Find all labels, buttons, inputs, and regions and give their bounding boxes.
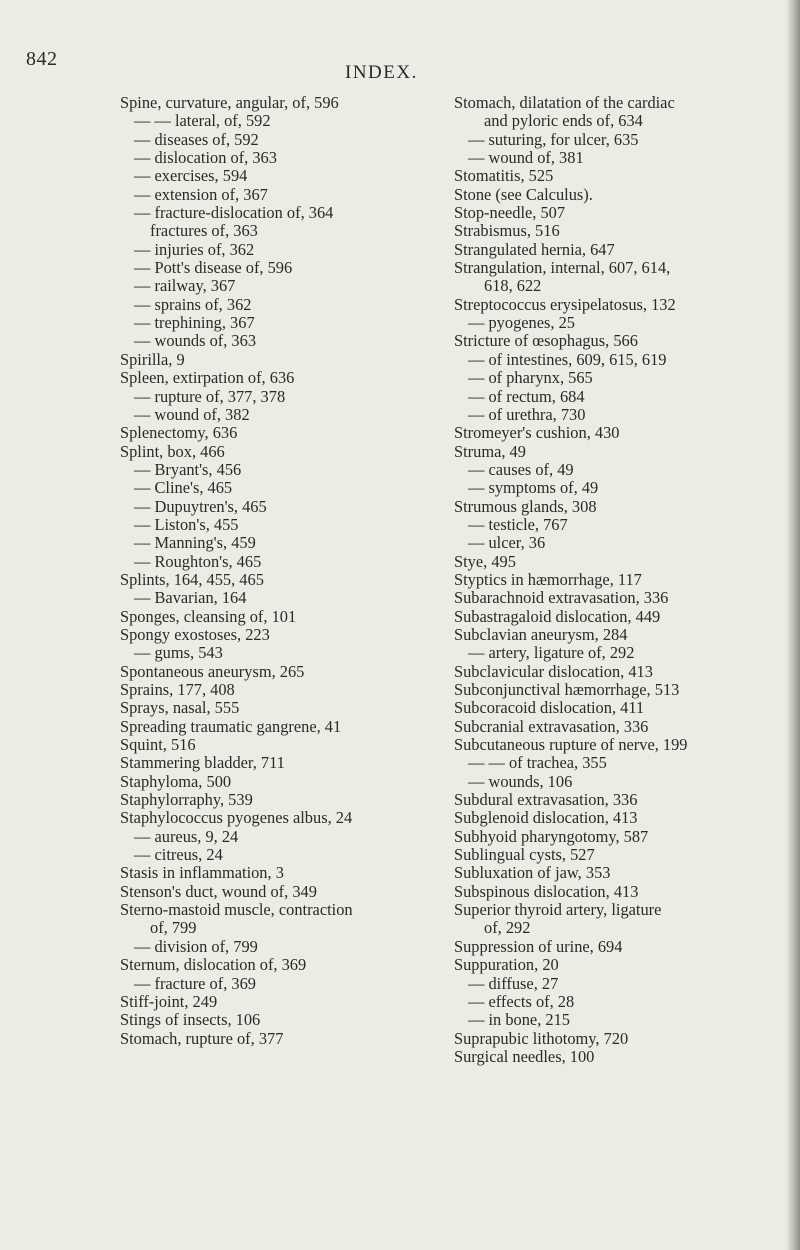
index-entry: Stomatitis, 525	[454, 166, 554, 186]
index-entry: — wound of, 381	[468, 148, 584, 168]
index-entry: Subglenoid dislocation, 413	[454, 808, 638, 828]
index-entry: — testicle, 767	[468, 514, 568, 534]
index-entry: — wounds, 106	[468, 771, 573, 791]
index-entry: Subclavicular dislocation, 413	[454, 661, 653, 681]
index-entry: of, 799	[150, 918, 197, 938]
index-entry: — effects of, 28	[468, 991, 575, 1011]
index-entry: — fracture-dislocation of, 364	[134, 203, 334, 223]
index-entry: Squint, 516	[120, 735, 196, 755]
index-entry: — of urethra, 730	[468, 404, 586, 424]
index-entry: — extension of, 367	[134, 184, 268, 204]
index-entry: — fracture of, 369	[134, 973, 256, 993]
index-entry: Suppuration, 20	[454, 955, 559, 975]
page-number: 842	[26, 48, 58, 70]
index-entry: Stammering bladder, 711	[120, 753, 285, 773]
index-entry: — wounds of, 363	[134, 331, 257, 351]
index-entry: Staphylorraphy, 539	[120, 790, 253, 810]
index-entry: Splints, 164, 455, 465	[120, 569, 264, 589]
index-entry: Stye, 495	[454, 551, 516, 571]
index-entry: Sternum, dislocation of, 369	[120, 955, 307, 975]
index-entry: Superior thyroid artery, ligature	[454, 900, 662, 920]
index-entry: Strumous glands, 308	[454, 496, 597, 516]
index-entry: — — of trachea, 355	[468, 753, 607, 773]
index-entry: — of intestines, 609, 615, 619	[468, 349, 667, 369]
index-entry: Subluxation of jaw, 353	[454, 863, 611, 883]
index-entry: — Pott's disease of, 596	[134, 258, 293, 278]
index-entry: and pyloric ends of, 634	[484, 111, 643, 131]
index-entry: — injuries of, 362	[134, 239, 255, 259]
index-entry: fractures of, 363	[150, 221, 258, 241]
index-entry: Strangulation, internal, 607, 614,	[454, 258, 671, 278]
index-entry: Stasis in inflammation, 3	[120, 863, 284, 883]
index-entry: — Cline's, 465	[134, 478, 233, 498]
index-entry: Subhyoid pharyngotomy, 587	[454, 826, 649, 846]
index-entry: — Manning's, 459	[134, 533, 256, 553]
index-entry: — causes of, 49	[468, 459, 574, 479]
index-entry: Spreading traumatic gangrene, 41	[120, 716, 342, 736]
index-column-left	[120, 94, 480, 1048]
index-entry: Subclavian aneurysm, 284	[454, 624, 628, 644]
index-entry: — pyogenes, 25	[468, 313, 575, 333]
index-entry: Spirilla, 9	[120, 349, 185, 369]
index-entry: — aureus, 9, 24	[134, 826, 239, 846]
index-entry: Stomach, rupture of, 377	[120, 1028, 284, 1048]
index-entry: — suturing, for ulcer, 635	[468, 129, 639, 149]
index-entry: Spine, curvature, angular, of, 596	[120, 93, 339, 112]
index-entry: — of rectum, 684	[468, 386, 585, 406]
index-entry: Spontaneous aneurysm, 265	[120, 661, 305, 681]
index-entry: — Roughton's, 465	[134, 551, 262, 571]
index-entry: — Bavarian, 164	[134, 588, 247, 608]
index-entry: — Bryant's, 456	[134, 459, 242, 479]
index-entry: Surgical needles, 100	[454, 1046, 595, 1066]
index-entry: Subastragaloid dislocation, 449	[454, 606, 661, 626]
index-entry: — wound of, 382	[134, 404, 250, 424]
index-entry: Subcranial extravasation, 336	[454, 716, 649, 736]
index-entry: Sprays, nasal, 555	[120, 698, 240, 718]
index-entry: — ulcer, 36	[468, 533, 546, 553]
index-entry: 618, 622	[484, 276, 542, 296]
index-entry: — diffuse, 27	[468, 973, 559, 993]
index-entry: Splint, box, 466	[120, 441, 225, 461]
index-entry: Stenson's duct, wound of, 349	[120, 881, 317, 901]
index-entry: — division of, 799	[134, 936, 258, 956]
index-entry: Stromeyer's cushion, 430	[454, 423, 620, 443]
index-entry: Stop-needle, 507	[454, 203, 566, 223]
index-entry: Suprapubic lithotomy, 720	[454, 1028, 629, 1048]
index-entry: — artery, ligature of, 292	[468, 643, 635, 663]
index-entry: Spongy exostoses, 223	[120, 624, 270, 644]
index-entry: Struma, 49	[454, 441, 526, 461]
index-entry: — rupture of, 377, 378	[134, 386, 286, 406]
index-entry: Sponges, cleansing of, 101	[120, 606, 297, 626]
index-column-right	[454, 94, 794, 1066]
index-entry: — of pharynx, 565	[468, 368, 593, 388]
index-entry: — symptoms of, 49	[468, 478, 599, 498]
index-entry: Subspinous dislocation, 413	[454, 881, 639, 901]
index-entry: Stiff-joint, 249	[120, 991, 218, 1011]
index-entry: Streptococcus erysipelatosus, 132	[454, 294, 676, 314]
index-entry: — gums, 543	[134, 643, 223, 663]
index-entry: Subcoracoid dislocation, 411	[454, 698, 645, 718]
index-entry: — railway, 367	[134, 276, 236, 296]
index-entry: Stone (see Calculus).	[454, 184, 593, 204]
page-edge-shadow	[786, 0, 800, 1250]
index-entry: — Dupuytren's, 465	[134, 496, 267, 516]
index-entry: Subarachnoid extravasation, 336	[454, 588, 669, 608]
index-entry: Subdural extravasation, 336	[454, 790, 638, 810]
index-entry: Stings of insects, 106	[120, 1010, 261, 1030]
index-entry: Sublingual cysts, 527	[454, 845, 595, 865]
index-entry: of, 292	[484, 918, 531, 938]
index-entry: Subcutaneous rupture of nerve, 199	[454, 735, 688, 755]
index-entry: Sterno-mastoid muscle, contraction	[120, 900, 353, 920]
index-entry: — Liston's, 455	[134, 514, 239, 534]
index-entry: Styptics in hæmorrhage, 117	[454, 569, 642, 589]
index-entry: — in bone, 215	[468, 1010, 570, 1030]
index-entry: Splenectomy, 636	[120, 423, 238, 443]
index-entry: Strangulated hernia, 647	[454, 239, 615, 259]
index-entry: Stricture of œsophagus, 566	[454, 331, 638, 351]
index-entry: — — lateral, of, 592	[134, 111, 271, 131]
index-entry: Staphylococcus pyogenes albus, 24	[120, 808, 353, 828]
index-entry: — trephining, 367	[134, 313, 255, 333]
index-entry: — sprains of, 362	[134, 294, 252, 314]
index-entry: Strabismus, 516	[454, 221, 560, 241]
index-entry: Staphyloma, 500	[120, 771, 232, 791]
running-head: INDEX.	[345, 62, 418, 83]
index-entry: Suppression of urine, 694	[454, 936, 623, 956]
index-entry: Sprains, 177, 408	[120, 680, 235, 699]
index-entry: — diseases of, 592	[134, 129, 259, 149]
index-entry: Subconjunctival hæmorrhage, 513	[454, 680, 680, 699]
index-entry: — citreus, 24	[134, 845, 223, 865]
index-entry: Stomach, dilatation of the cardiac	[454, 93, 675, 112]
index-entry: — exercises, 594	[134, 166, 248, 186]
index-entry: Spleen, extirpation of, 636	[120, 368, 295, 388]
index-entry: — dislocation of, 363	[134, 148, 277, 168]
